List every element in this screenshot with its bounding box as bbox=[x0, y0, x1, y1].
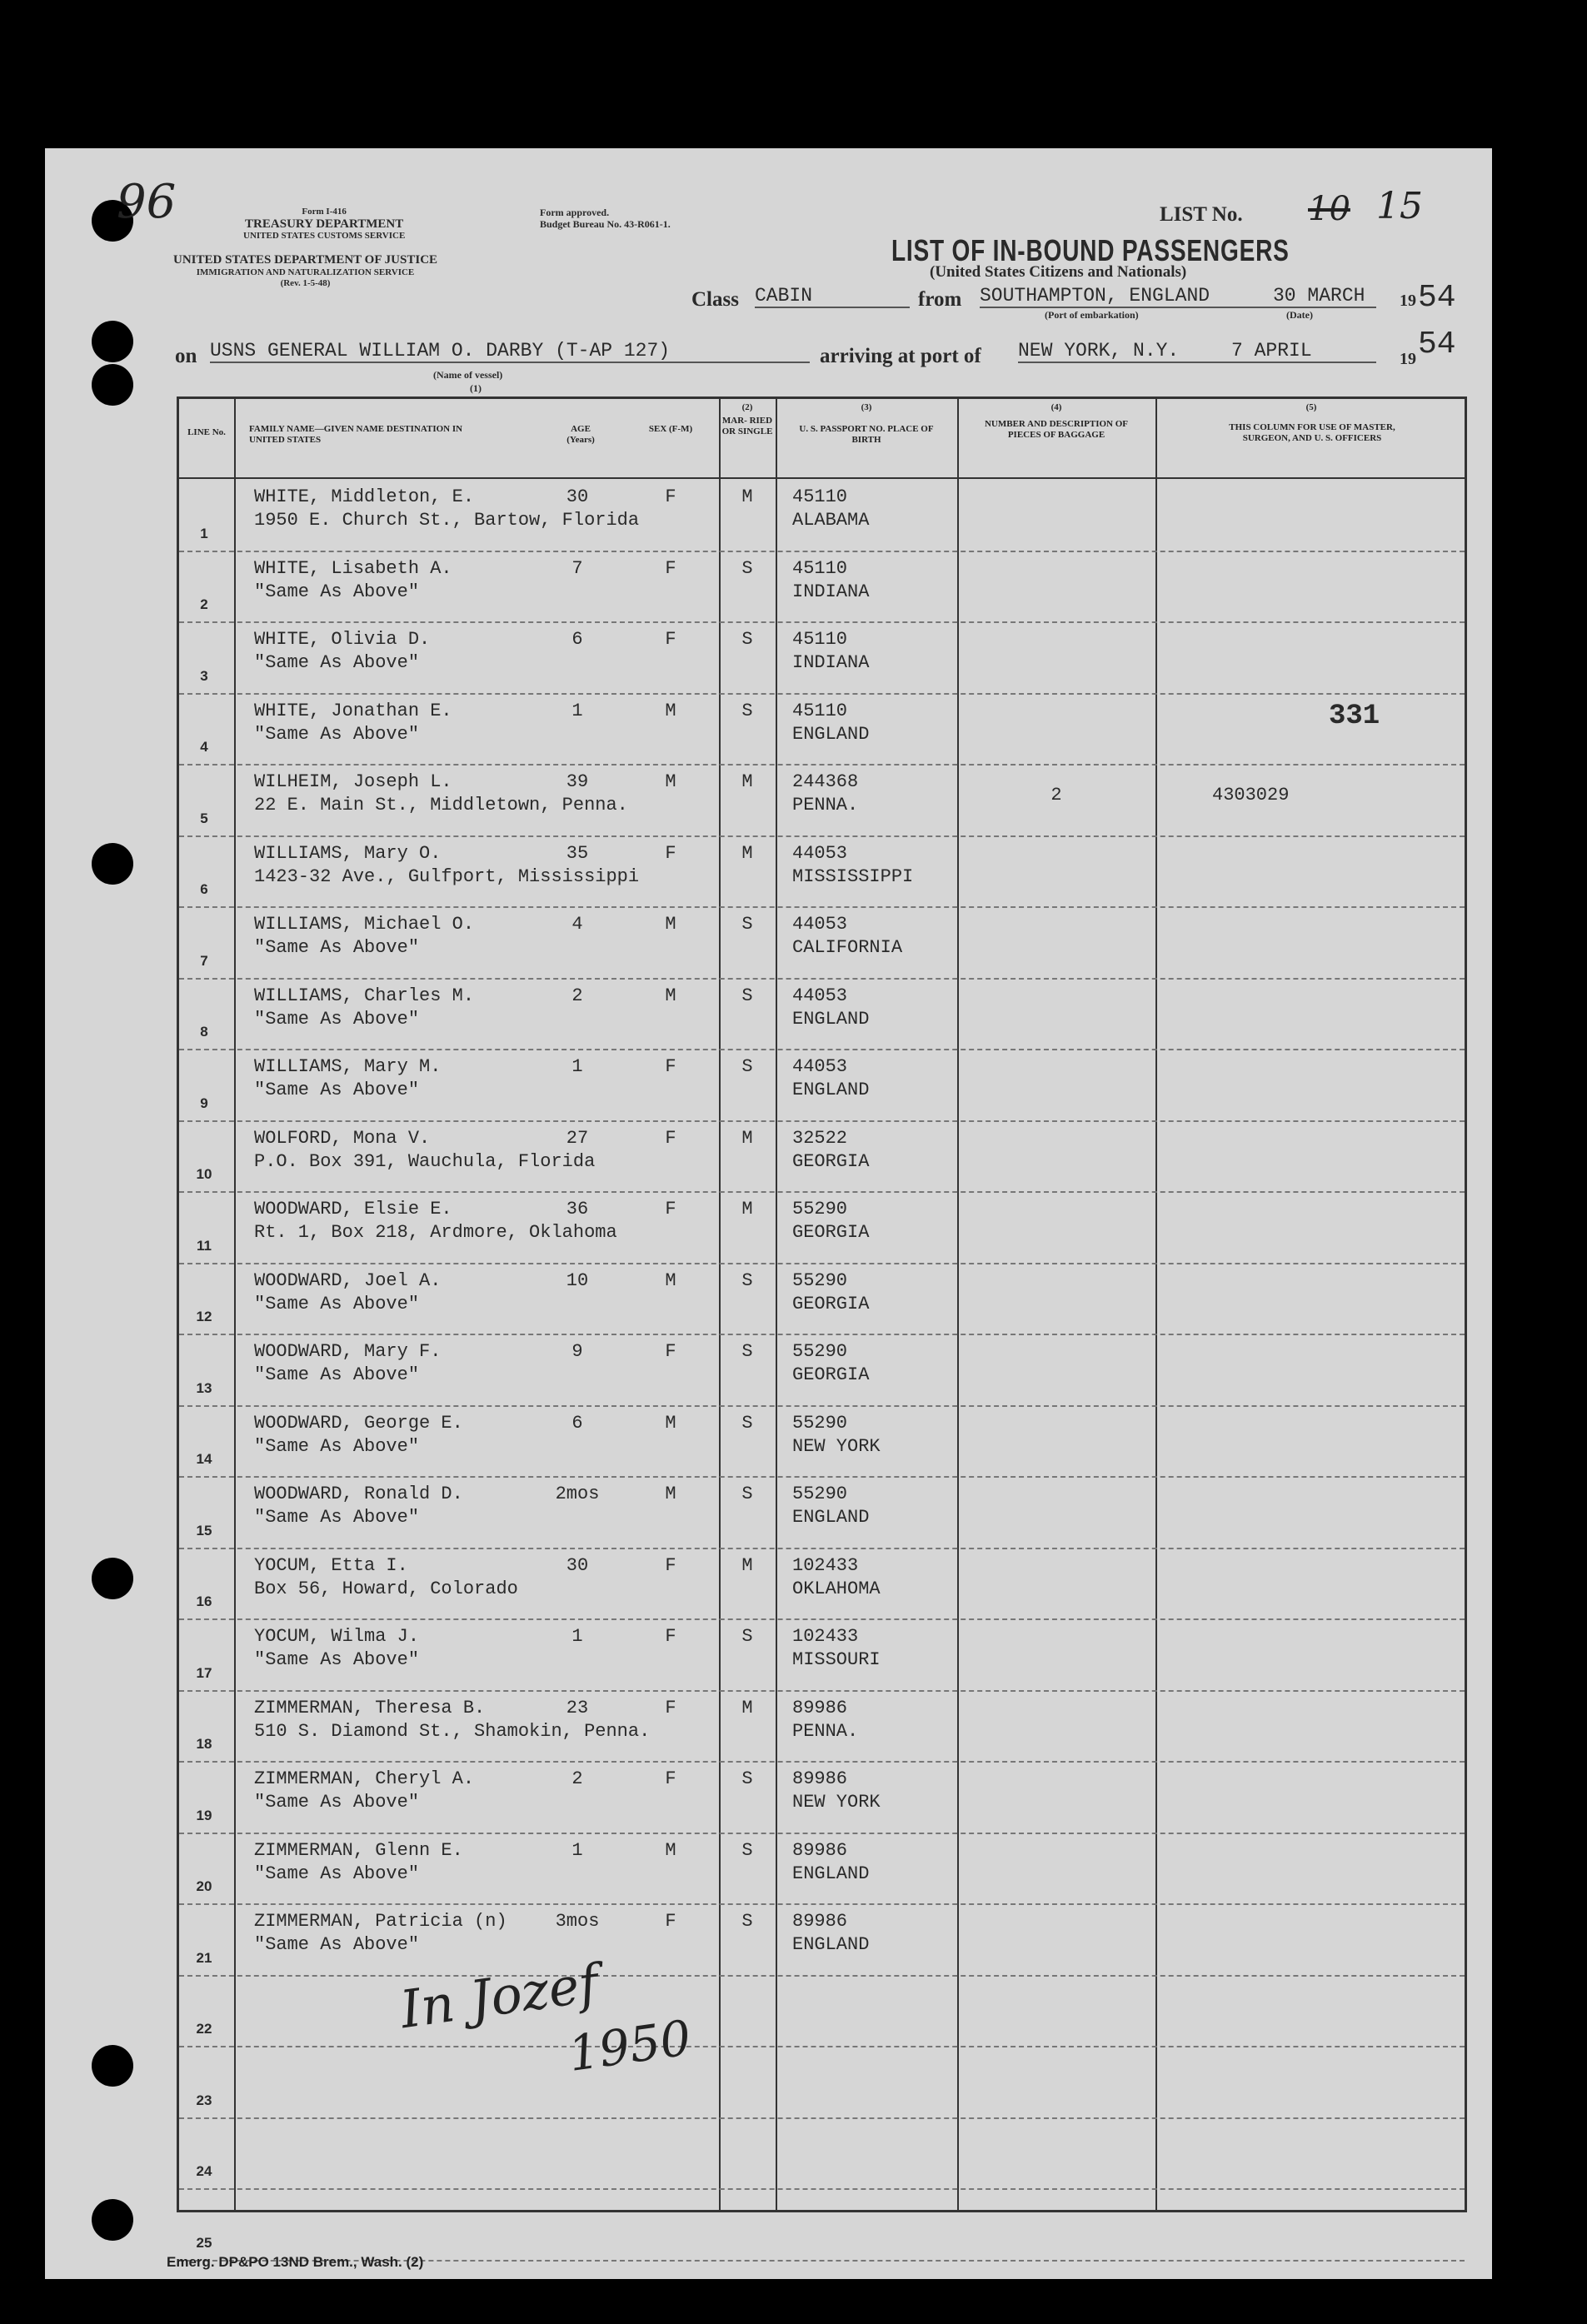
cell-birth: GEORGIA bbox=[792, 1364, 870, 1385]
header-line: LINE No. bbox=[187, 427, 226, 437]
cell-age: 27 bbox=[566, 1127, 589, 1149]
punch-hole bbox=[92, 2045, 133, 2087]
line-number: 18 bbox=[196, 1736, 212, 1752]
header-officers: THIS COLUMN FOR USE OF MASTER, SURGEON, AND U. S. OFFICERS bbox=[1229, 422, 1395, 443]
cell-passport: 45110 bbox=[792, 700, 848, 721]
cell-sex: F bbox=[665, 1199, 676, 1219]
cell-birth: GEORGIA bbox=[792, 1150, 870, 1172]
cell-birth: GEORGIA bbox=[792, 1293, 870, 1314]
cell-sex: F bbox=[665, 1911, 676, 1932]
cell-passport: 55290 bbox=[792, 1412, 848, 1434]
line-number: 13 bbox=[196, 1379, 212, 1396]
cell-birth: ENGLAND bbox=[792, 1863, 870, 1884]
line-number: 2 bbox=[200, 596, 208, 612]
cell-age: 1 bbox=[571, 700, 583, 721]
cell-birth: NEW YORK bbox=[792, 1792, 881, 1813]
cell-dest: 1950 E. Church St., Bartow, Florida bbox=[254, 510, 640, 531]
row-divider bbox=[179, 1191, 1465, 1193]
row-divider bbox=[179, 2188, 1465, 2190]
cell-name: ZIMMERMAN, Glenn E. bbox=[254, 1839, 463, 1861]
cell-birth: MISSISSIPPI bbox=[792, 865, 914, 887]
row-divider bbox=[179, 1690, 1465, 1692]
doj-block bbox=[173, 253, 437, 289]
cell-name: WHITE, Lisabeth A. bbox=[254, 557, 452, 579]
line-number: 1 bbox=[200, 525, 208, 541]
cell-dest: "Same As Above" bbox=[254, 1792, 420, 1813]
passenger-table bbox=[177, 396, 1467, 2251]
arrival-year-prefix: 19 bbox=[1400, 350, 1416, 368]
cell-ms: S bbox=[741, 1626, 753, 1647]
cell-birth: ENGLAND bbox=[792, 1934, 870, 1955]
header-married: MAR- RIED OR SINGLE bbox=[721, 416, 773, 436]
cell-sex: F bbox=[665, 1127, 676, 1149]
row-divider bbox=[179, 621, 1465, 623]
row-divider bbox=[179, 1548, 1465, 1549]
cell-passport: 102433 bbox=[792, 1626, 859, 1647]
row-divider bbox=[179, 1049, 1465, 1050]
line-number: 24 bbox=[196, 2163, 212, 2179]
arrival-year: 54 bbox=[1418, 327, 1456, 362]
cell-name: WHITE, Middleton, E. bbox=[254, 486, 475, 507]
cell-birth: INDIANA bbox=[792, 652, 870, 673]
cell-age: 7 bbox=[571, 557, 583, 579]
row-divider bbox=[179, 1975, 1465, 1977]
line-number: 5 bbox=[200, 810, 208, 826]
cell-birth: ENGLAND bbox=[792, 723, 870, 745]
line-number: 10 bbox=[196, 1166, 212, 1182]
cell-sex: F bbox=[665, 1697, 676, 1718]
cell-ms: S bbox=[741, 1911, 753, 1932]
cell-passport: 55290 bbox=[792, 1269, 848, 1291]
cell-name: WILLIAMS, Mary M. bbox=[254, 1056, 442, 1077]
cell-ms: S bbox=[741, 1412, 753, 1434]
arriving-label: arriving at port of bbox=[820, 345, 981, 367]
cell-dest: "Same As Above" bbox=[254, 1863, 420, 1884]
row-divider bbox=[179, 2046, 1465, 2047]
line-number: 11 bbox=[197, 1237, 212, 1254]
cell-age: 35 bbox=[566, 842, 589, 864]
cell-ms: S bbox=[741, 557, 753, 579]
cell-sex: M bbox=[665, 700, 676, 721]
treasury-dept: TREASURY DEPARTMENT bbox=[245, 217, 404, 231]
punch-hole bbox=[92, 1558, 133, 1599]
cell-name: WHITE, Olivia D. bbox=[254, 629, 431, 650]
cell-ms: S bbox=[741, 1484, 753, 1504]
row-divider bbox=[179, 1618, 1465, 1620]
line-number: 22 bbox=[196, 2021, 212, 2037]
punch-hole bbox=[92, 364, 133, 406]
cell-age: 6 bbox=[571, 629, 583, 650]
row-divider bbox=[179, 1334, 1465, 1335]
col-divider bbox=[957, 399, 959, 2210]
ins-title: IMMIGRATION AND NATURALIZATION SERVICE bbox=[196, 267, 415, 277]
cell-age: 2mos bbox=[555, 1484, 600, 1504]
cell-ms: M bbox=[741, 1554, 753, 1576]
cell-sex: M bbox=[665, 985, 676, 1006]
row-divider bbox=[179, 693, 1465, 695]
cell-sex: F bbox=[665, 1341, 676, 1362]
form-number: Form I-416 bbox=[302, 207, 347, 217]
row-divider bbox=[179, 1405, 1465, 1407]
punch-hole bbox=[92, 2199, 133, 2241]
budget-bureau: Budget Bureau No. 43-R061-1. bbox=[540, 218, 671, 230]
from-label: from bbox=[918, 288, 962, 311]
cell-name: ZIMMERMAN, Cheryl A. bbox=[254, 1768, 475, 1789]
cell-sex: M bbox=[665, 1412, 676, 1434]
cell-passport: 89986 bbox=[792, 1839, 848, 1861]
line-number: 25 bbox=[196, 2234, 212, 2251]
cell-passport: 244368 bbox=[792, 771, 859, 792]
approval-block bbox=[540, 207, 671, 230]
list-no-value: 15 bbox=[1376, 185, 1423, 227]
cell-passport: 45110 bbox=[792, 557, 848, 579]
cell-name: WOODWARD, Joel A. bbox=[254, 1269, 442, 1291]
cell-dest: "Same As Above" bbox=[254, 1364, 420, 1385]
header-baggage: NUMBER AND DESCRIPTION OF PIECES OF BAGGAGE bbox=[984, 419, 1129, 440]
cell-ms: S bbox=[741, 985, 753, 1006]
handwritten-number: 1950 bbox=[564, 2009, 695, 2082]
cell-sex: F bbox=[665, 1056, 676, 1077]
cell-age: 1 bbox=[571, 1839, 583, 1861]
cell-ms: S bbox=[741, 1056, 753, 1077]
cell-dest: "Same As Above" bbox=[254, 581, 420, 602]
col-divider bbox=[1155, 399, 1157, 2210]
cell-birth: NEW YORK bbox=[792, 1435, 881, 1457]
cell-ms: S bbox=[741, 1341, 753, 1362]
row-divider bbox=[179, 1120, 1465, 1122]
cell-ms: S bbox=[741, 1269, 753, 1291]
line-number: 9 bbox=[200, 1095, 208, 1111]
cell-birth: MISSOURI bbox=[792, 1649, 881, 1670]
cell-ms: S bbox=[741, 629, 753, 650]
class-value: CABIN bbox=[755, 285, 910, 308]
row-divider bbox=[179, 1833, 1465, 1834]
cell-sex: M bbox=[665, 1839, 676, 1861]
header-col4: (4) bbox=[1051, 402, 1062, 412]
from-value: SOUTHAMPTON, ENGLAND bbox=[980, 285, 1376, 308]
cell-name: WILLIAMS, Mary O. bbox=[254, 842, 442, 864]
punch-hole bbox=[92, 843, 133, 885]
page-title: LIST OF IN-BOUND PASSENGERS bbox=[891, 233, 1290, 267]
cell-passport: 55290 bbox=[792, 1484, 848, 1504]
cell-sex: F bbox=[665, 1626, 676, 1647]
cell-dest: "Same As Above" bbox=[254, 1507, 420, 1528]
cell-age: 39 bbox=[566, 771, 589, 792]
form-id-block bbox=[243, 207, 405, 242]
cell-dest: "Same As Above" bbox=[254, 937, 420, 958]
cell-dest: "Same As Above" bbox=[254, 1080, 420, 1100]
cell-sex: M bbox=[665, 1484, 676, 1504]
cell-sex: M bbox=[665, 771, 676, 792]
row-divider bbox=[179, 551, 1465, 552]
cell-name: WOODWARD, George E. bbox=[254, 1412, 463, 1434]
year-prefix: 19 bbox=[1400, 292, 1416, 310]
cell-name: WOLFORD, Mona V. bbox=[254, 1127, 431, 1149]
cell-dest: 22 E. Main St., Middletown, Penna. bbox=[254, 795, 628, 815]
form-revision: (Rev. 1-5-48) bbox=[280, 278, 331, 288]
cell-birth: PENNA. bbox=[792, 1720, 859, 1742]
cell-dest: "Same As Above" bbox=[254, 1008, 420, 1030]
cell-name: WHITE, Jonathan E. bbox=[254, 700, 452, 721]
cell-name: WILHEIM, Joseph L. bbox=[254, 771, 452, 792]
row-divider bbox=[179, 1903, 1465, 1905]
cell-sex: F bbox=[665, 842, 676, 864]
cell-age: 4 bbox=[571, 914, 583, 935]
cell-dest: "Same As Above" bbox=[254, 1435, 420, 1457]
line-number: 7 bbox=[200, 952, 208, 969]
cell-name: YOCUM, Etta I. bbox=[254, 1554, 408, 1576]
cell-age: 30 bbox=[566, 1554, 589, 1576]
footer-print-line: Emerg. DP&PO 13ND Brem., Wash. (2) bbox=[167, 2254, 424, 2270]
cell-dest: Box 56, Howard, Colorado bbox=[254, 1578, 518, 1599]
line-number: 4 bbox=[200, 739, 208, 755]
line-number: 3 bbox=[200, 667, 208, 684]
date-caption: (Date) bbox=[1286, 309, 1313, 321]
row-divider bbox=[179, 835, 1465, 837]
cell-dest: "Same As Above" bbox=[254, 723, 420, 745]
cell-ms: M bbox=[741, 1199, 753, 1219]
cell-ms: M bbox=[741, 771, 753, 792]
cell-officer: 331 bbox=[1329, 700, 1380, 732]
cell-ms: M bbox=[741, 1127, 753, 1149]
cell-passport: 45110 bbox=[792, 629, 848, 650]
cell-age: 1 bbox=[571, 1626, 583, 1647]
cell-baggage: 2 bbox=[1051, 785, 1062, 805]
cell-sex: F bbox=[665, 629, 676, 650]
cell-dest: P.O. Box 391, Wauchula, Florida bbox=[254, 1150, 596, 1172]
row-divider bbox=[179, 906, 1465, 908]
cell-passport: 44053 bbox=[792, 1056, 848, 1077]
cell-passport: 89986 bbox=[792, 1697, 848, 1718]
cell-age: 36 bbox=[566, 1199, 589, 1219]
cell-passport: 102433 bbox=[792, 1554, 859, 1576]
cell-passport: 89986 bbox=[792, 1911, 848, 1932]
cell-passport: 89986 bbox=[792, 1768, 848, 1789]
line-number: 8 bbox=[200, 1024, 208, 1040]
line-number: 17 bbox=[196, 1664, 212, 1681]
cell-name: WILLIAMS, Michael O. bbox=[254, 914, 475, 935]
doj-title: UNITED STATES DEPARTMENT OF JUSTICE bbox=[173, 253, 438, 267]
cell-name: WILLIAMS, Charles M. bbox=[254, 985, 475, 1006]
cell-dest: "Same As Above" bbox=[254, 1934, 420, 1955]
vessel-value: USNS GENERAL WILLIAM O. DARBY (T-AP 127) bbox=[210, 340, 810, 363]
cell-ms: M bbox=[741, 1697, 753, 1718]
cell-age: 2 bbox=[571, 1768, 583, 1789]
cell-birth: ALABAMA bbox=[792, 510, 870, 531]
cell-ms: S bbox=[741, 700, 753, 721]
cell-age: 3mos bbox=[555, 1911, 600, 1932]
cell-ms: S bbox=[741, 1839, 753, 1861]
header-sex: SEX (F-M) bbox=[648, 424, 693, 434]
cell-passport: 44053 bbox=[792, 842, 848, 864]
cell-age: 6 bbox=[571, 1412, 583, 1434]
cell-dest: Rt. 1, Box 218, Ardmore, Oklahoma bbox=[254, 1222, 617, 1243]
cell-name: WOODWARD, Mary F. bbox=[254, 1341, 442, 1362]
header-col5: (5) bbox=[1305, 402, 1317, 412]
line-number: 15 bbox=[196, 1522, 212, 1539]
cell-age: 30 bbox=[566, 486, 589, 507]
cell-age: 1 bbox=[571, 1056, 583, 1077]
cell-ms: S bbox=[741, 1768, 753, 1789]
cell-sex: M bbox=[665, 1269, 676, 1291]
cell-passport: 45110 bbox=[792, 486, 848, 507]
cell-name: ZIMMERMAN, Patricia (n) bbox=[254, 1911, 507, 1932]
cell-ms: S bbox=[741, 914, 753, 935]
cell-passport: 44053 bbox=[792, 914, 848, 935]
cell-birth: CALIFORNIA bbox=[792, 937, 903, 958]
col-divider bbox=[234, 399, 236, 2210]
list-no-label: LIST No. bbox=[1160, 203, 1243, 226]
departure-year: 54 bbox=[1418, 280, 1456, 316]
cell-ms: M bbox=[741, 842, 753, 864]
header-age: AGE (Years) bbox=[566, 424, 595, 445]
header-col2: (2) bbox=[741, 402, 753, 412]
row-divider bbox=[179, 1761, 1465, 1763]
signature: In Jozef bbox=[397, 1952, 602, 2041]
header-col3: (3) bbox=[861, 402, 872, 412]
cell-dest: "Same As Above" bbox=[254, 652, 420, 673]
cell-birth: PENNA. bbox=[792, 795, 859, 815]
page-subtitle: (United States Citizens and Nationals) bbox=[930, 263, 1187, 281]
cell-passport: 32522 bbox=[792, 1127, 848, 1149]
cell-age: 2 bbox=[571, 985, 583, 1006]
punch-hole bbox=[92, 321, 133, 362]
header-passport: U. S. PASSPORT NO. PLACE OF BIRTH bbox=[799, 424, 934, 445]
cell-birth: GEORGIA bbox=[792, 1222, 870, 1243]
cell-birth: ENGLAND bbox=[792, 1080, 870, 1100]
row-divider bbox=[179, 764, 1465, 766]
line-number: 19 bbox=[196, 1807, 212, 1823]
line-number: 16 bbox=[196, 1593, 212, 1609]
vessel-col-num: (1) bbox=[470, 382, 482, 394]
class-label: Class bbox=[691, 288, 739, 311]
cell-age: 23 bbox=[566, 1697, 589, 1718]
cell-passport: 55290 bbox=[792, 1341, 848, 1362]
form-approved: Form approved. bbox=[540, 207, 610, 218]
cell-age: 10 bbox=[566, 1269, 589, 1291]
row-divider bbox=[179, 2117, 1465, 2119]
cell-name: WOODWARD, Elsie E. bbox=[254, 1199, 452, 1219]
header-name: FAMILY NAME—GIVEN NAME DESTINATION IN UNITED STATES bbox=[249, 424, 463, 445]
cell-birth: OKLAHOMA bbox=[792, 1578, 881, 1599]
cell-sex: F bbox=[665, 557, 676, 579]
port-caption: (Port of embarkation) bbox=[1045, 309, 1139, 321]
cell-dest: 510 S. Diamond St., Shamokin, Penna. bbox=[254, 1720, 651, 1742]
cell-sex: F bbox=[665, 1554, 676, 1576]
cell-ms: M bbox=[741, 486, 753, 507]
row-divider bbox=[179, 978, 1465, 980]
cell-dest: "Same As Above" bbox=[254, 1293, 420, 1314]
cell-passport: 55290 bbox=[792, 1199, 848, 1219]
vessel-caption: (Name of vessel) bbox=[433, 369, 503, 381]
row-divider bbox=[179, 1263, 1465, 1264]
cell-sex: M bbox=[665, 914, 676, 935]
col-divider bbox=[776, 399, 777, 2210]
arrival-date: 7 APRIL bbox=[1231, 340, 1312, 362]
cell-dest: "Same As Above" bbox=[254, 1649, 420, 1670]
cell-birth: INDIANA bbox=[792, 581, 870, 602]
line-number: 21 bbox=[196, 1949, 212, 1966]
header-divider bbox=[179, 477, 1465, 479]
line-number: 14 bbox=[196, 1451, 212, 1467]
line-number: 20 bbox=[196, 1878, 212, 1894]
on-label: on bbox=[175, 345, 197, 367]
cell-dest: 1423-32 Ave., Gulfport, Mississippi bbox=[254, 865, 640, 887]
cell-passport: 44053 bbox=[792, 985, 848, 1006]
customs-service: UNITED STATES CUSTOMS SERVICE bbox=[243, 231, 406, 241]
cell-officer: 4303029 bbox=[1212, 785, 1290, 805]
cell-name: ZIMMERMAN, Theresa B. bbox=[254, 1697, 486, 1718]
line-number: 12 bbox=[196, 1309, 212, 1324]
cell-birth: ENGLAND bbox=[792, 1507, 870, 1528]
line-number: 6 bbox=[200, 881, 208, 897]
list-no-struck: 10 bbox=[1308, 190, 1350, 228]
arrival-port: NEW YORK, N.Y. bbox=[1018, 340, 1376, 363]
cell-name: YOCUM, Wilma J. bbox=[254, 1626, 420, 1647]
departure-date: 30 MARCH bbox=[1273, 285, 1365, 307]
cell-age: 9 bbox=[571, 1341, 583, 1362]
cell-birth: ENGLAND bbox=[792, 1008, 870, 1030]
handwritten-number-top: 96 bbox=[117, 175, 177, 229]
cell-sex: F bbox=[665, 1768, 676, 1789]
row-divider bbox=[179, 1476, 1465, 1478]
col-divider bbox=[719, 399, 721, 2210]
line-number: 23 bbox=[196, 2092, 212, 2108]
cell-name: WOODWARD, Ronald D. bbox=[254, 1484, 463, 1504]
cell-sex: F bbox=[665, 486, 676, 507]
